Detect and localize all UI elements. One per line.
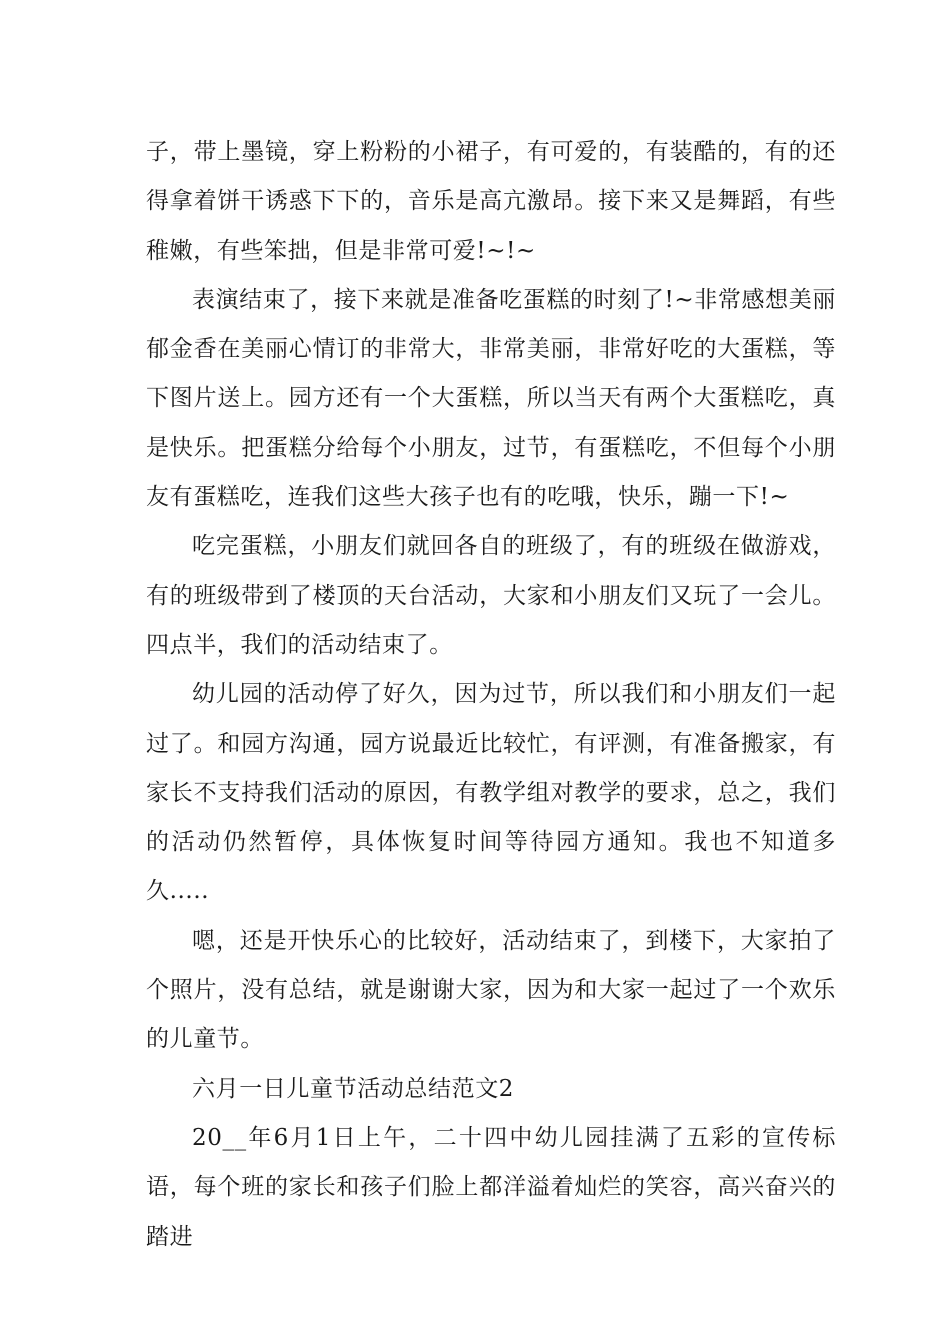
paragraph-6: 20__年6月1日上午，二十四中幼儿园挂满了五彩的宣传标语，每个班的家长和孩子们脸上都洋溢着灿烂的笑容，高兴奋兴的踏进 — [146, 1124, 836, 1250]
paragraph-2: 表演结束了，接下来就是准备吃蛋糕的时刻了!~非常感想美丽郁金香在美丽心情订的非常大，非常美丽，非常好吃的大蛋糕，等下图片送上。园方还有一个大蛋糕，所以当天有两个大蛋糕吃，真是快乐。把蛋糕分给每个小朋友，过节，有蛋糕吃，不但每个小朋友有蛋糕吃，连我们这些大孩子也有的吃哦，快乐，蹦一下!~ — [146, 286, 836, 511]
paragraph-5: 嗯，还是开快乐心的比较好，活动结束了，到楼下，大家拍了个照片，没有总结，就是谢谢大家，因为和大家一起过了一个欢乐的儿童节。 — [146, 927, 836, 1053]
paragraph-4: 幼儿园的活动停了好久，因为过节，所以我们和小朋友们一起过了。和园方沟通，园方说最近比较忙，有评测，有准备搬家，有家长不支持我们活动的原因，有教学组对教学的要求，总之，我们的活动仍然暂停，具体恢复时间等待园方通知。我也不知道多久..... — [146, 681, 836, 905]
section-heading: 六月一日儿童节活动总结范文2 — [192, 1075, 515, 1102]
document-body — [146, 128, 836, 1262]
paragraph-3: 吃完蛋糕，小朋友们就回各自的班级了，有的班级在做游戏，有的班级带到了楼顶的天台活动，大家和小朋友们又玩了一会儿。四点半，我们的活动结束了。 — [146, 533, 836, 658]
paragraph-1: 子，带上墨镜，穿上粉粉的小裙子，有可爱的，有装酷的，有的还得拿着饼干诱惑下下的，音乐是高亢激昂。接下来又是舞蹈，有些稚嫩，有些笨拙，但是非常可爱!~!~ — [146, 139, 836, 264]
